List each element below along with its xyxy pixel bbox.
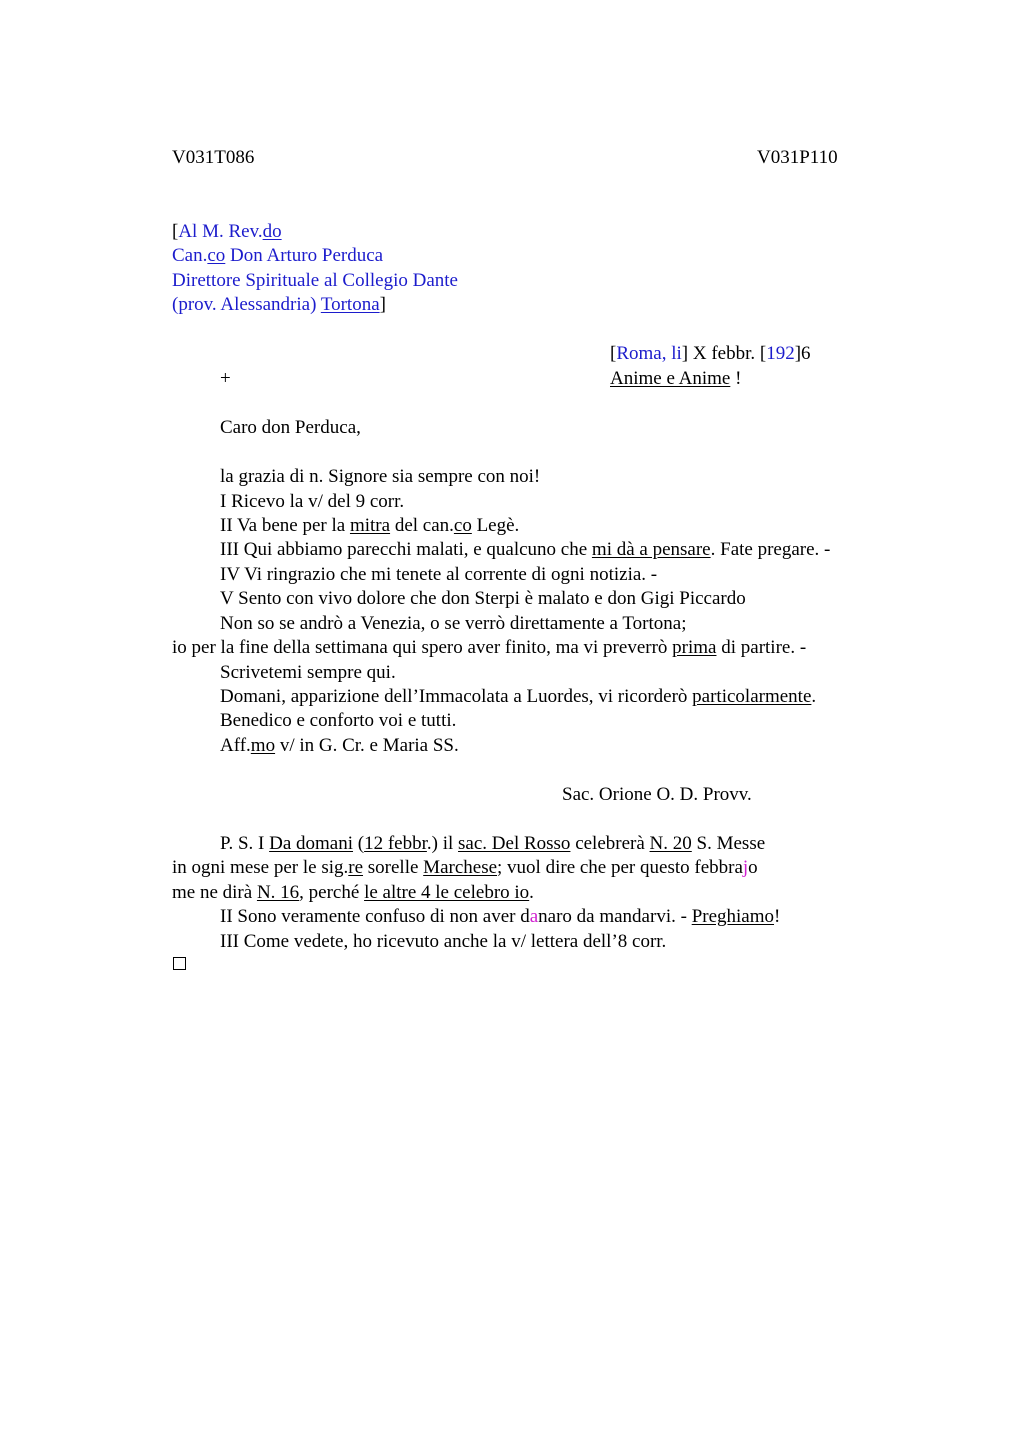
ps-line: me ne dirà N. 16, perché le altre 4 le celebro io.: [172, 882, 534, 903]
body-line: Non so se andrò a Venezia, o se verrò direttamente a Tortona;: [220, 613, 687, 634]
address-line-3: Direttore Spirituale al Collegio Dante: [172, 270, 458, 291]
salutation: Caro don Perduca,: [220, 417, 361, 438]
body-line: io per la fine della settimana qui spero aver finito, ma vi preverrò prima di partire. -: [172, 637, 807, 658]
body-line: IV Vi ringrazio che mi tenete al corrente di ogni notizia. -: [220, 564, 658, 585]
ps-line: in ogni mese per le sig.re sorelle Marchese; vuol dire che per questo febbrajo: [172, 857, 758, 878]
dateline: [Roma, li] X febbr. [192]6: [610, 343, 811, 364]
end-marker-square-icon: [173, 957, 186, 970]
address-line-2: Can.co Don Arturo Perduca: [172, 245, 384, 266]
cross-symbol: +: [220, 368, 231, 389]
address-line-4: (prov. Alessandria) Tortona]: [172, 294, 386, 315]
ps-line: II Sono veramente confuso di non aver danaro da mandarvi. - Preghiamo!: [220, 906, 781, 927]
ps-line: III Come vedete, ho ricevuto anche la v/ lettera dell’8 corr.: [220, 931, 667, 952]
body-line: Benedico e conforto voi e tutti.: [220, 710, 457, 731]
document-code-left: V031T086: [172, 147, 255, 168]
document-code-right: V031P110: [757, 147, 838, 168]
body-line: V Sento con vivo dolore che don Sterpi è malato e don Gigi Piccardo: [220, 588, 746, 609]
motto: Anime e Anime !: [610, 368, 742, 389]
body-line: I Ricevo la v/ del 9 corr.: [220, 491, 405, 512]
address-line-1: [Al M. Rev.do: [172, 221, 282, 242]
closing-line: Aff.mo v/ in G. Cr. e Maria SS.: [220, 735, 459, 756]
body-line: Scrivetemi sempre qui.: [220, 662, 396, 683]
body-line: II Va bene per la mitra del can.co Legè.: [220, 515, 520, 536]
body-line: Domani, apparizione dell’Immacolata a Luordes, vi ricorderò particolarmente.: [220, 686, 817, 707]
ps-line: P. S. I Da domani (12 febbr.) il sac. Del Rosso celebrerà N. 20 S. Messe: [220, 833, 766, 854]
body-line: la grazia di n. Signore sia sempre con noi!: [220, 466, 541, 487]
signature: Sac. Orione O. D. Provv.: [562, 784, 752, 805]
body-line: III Qui abbiamo parecchi malati, e qualcuno che mi dà a pensare. Fate pregare. -: [220, 539, 831, 560]
